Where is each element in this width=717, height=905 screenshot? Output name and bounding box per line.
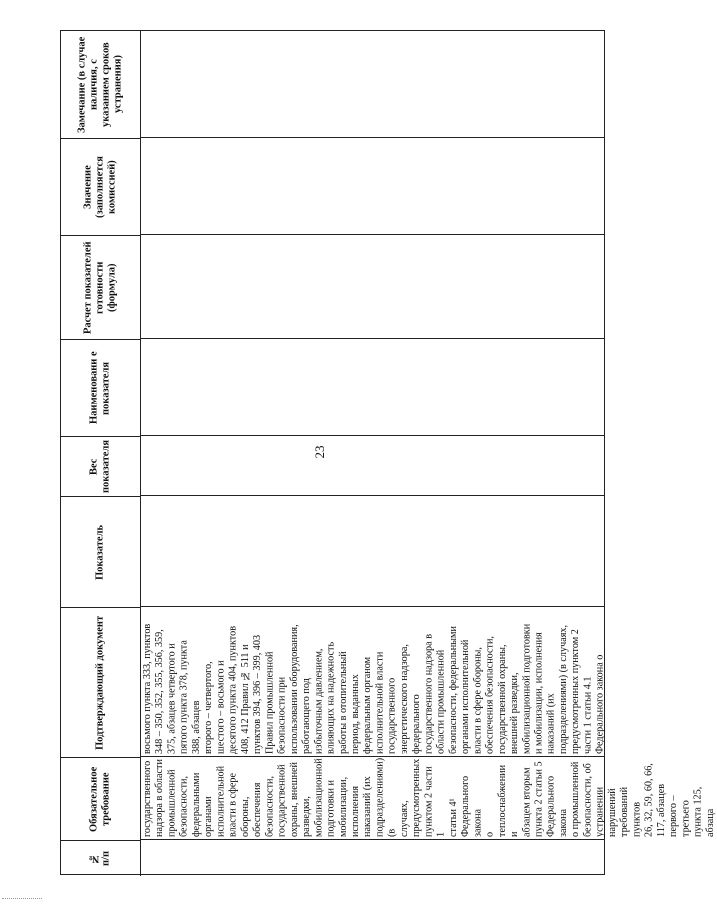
cell-document-text: восьмого пункта 333, пунктов 348 – 350, 352, 355, 356, 359, 375, абзацев четвертого и пятого пункта 378, пункта 388, абзацев второго – четвертого, шестого – восьмого и десятого пункта 404, пунктов 408, 412 Правил № 511 и пунктов 394, 396 – 399, 403 Правил промышленной безопасности при использовании оборудования, работающего под избыточным давлением, влияющих на надежность работы в отопительный период, выданных федеральным органом исполнительной власти государственного энергетического надзора, федерального государственного надзора в области промышленной безопасности, федеральными органами исполнительной власти в сфере обороны, обеспечения безопасности, государственной охраны, внешней разведки, мобилизационной подготовки и мобилизации, исполнения наказаний (их подразделениями) (в случаях, предусмотренных пунктом 2 части 1 статьи 4.1 Федерального закона о: [142, 623, 606, 754]
header-requirement: [61, 758, 141, 841]
table-body-row: [140, 30, 716, 875]
header-requirement-label: Обязательное требование: [88, 766, 112, 832]
cell-calc: [140, 235, 605, 339]
header-name: [61, 340, 141, 437]
header-value-label: Значение (заполняется комиссией): [82, 156, 118, 218]
header-indicator-label: Показатель: [94, 524, 106, 580]
cell-remark-text: [140, 30, 605, 137]
page-number: 23: [312, 445, 327, 459]
header-document-label: Подтверждающий документ: [94, 615, 106, 750]
header-indicator: [61, 497, 141, 608]
header-name-label: Наименовани е показателя: [88, 351, 112, 425]
header-remark-label: Замечание (в случае наличия, с указанием сроков устранения): [76, 36, 124, 133]
cell-indicator: [140, 496, 605, 607]
header-value: [61, 139, 141, 236]
cell-requirement-text: государственного надзора в области промышленной безопасности, федеральными органами исполнительной власти в сфере обороны, обеспечения безопасности, государственной охраны, внешней разведки, мобилизационной подготовки и мобилизации, исполнения наказаний (их подразделениями) (в случаях, предусмотренных пунктом 2 части 1 статьи 4¹ Федерального закона о теплоснабжении и абзацем вторым пункта 2 статьи 5 Федерального закона о промышленной безопасности, об устранении нарушений требований пунктов 26, 32, 59, 60, 66, 117, абзацев первого – третьего пункта 125, абзаца: [142, 757, 716, 837]
cell-weight: [140, 436, 605, 496]
header-remark: [61, 31, 141, 139]
cell-value-text: [140, 138, 605, 234]
scan-edge: [629, 30, 637, 875]
cell-value: [140, 138, 605, 235]
cell-remark: [140, 30, 605, 138]
header-calc-label: Расчет показателей готовности (формула): [82, 241, 118, 334]
cell-calc-text: [140, 235, 605, 338]
header-weight-label: Вес показателя: [88, 439, 112, 494]
header-calc: [61, 236, 141, 340]
scan-mark: [2, 898, 42, 903]
cell-document: [140, 607, 605, 757]
cell-requirement: [140, 757, 716, 840]
header-weight: [61, 437, 141, 497]
cell-no: [140, 840, 605, 875]
header-no: [61, 841, 141, 876]
header-document: [61, 608, 141, 758]
cell-name: [140, 339, 605, 436]
cell-indicator-text: [140, 496, 605, 606]
header-no-label: № п/п: [88, 850, 112, 867]
cell-no-text: [140, 840, 605, 875]
cell-name-text: [140, 339, 605, 435]
cell-weight-text: [140, 436, 605, 495]
